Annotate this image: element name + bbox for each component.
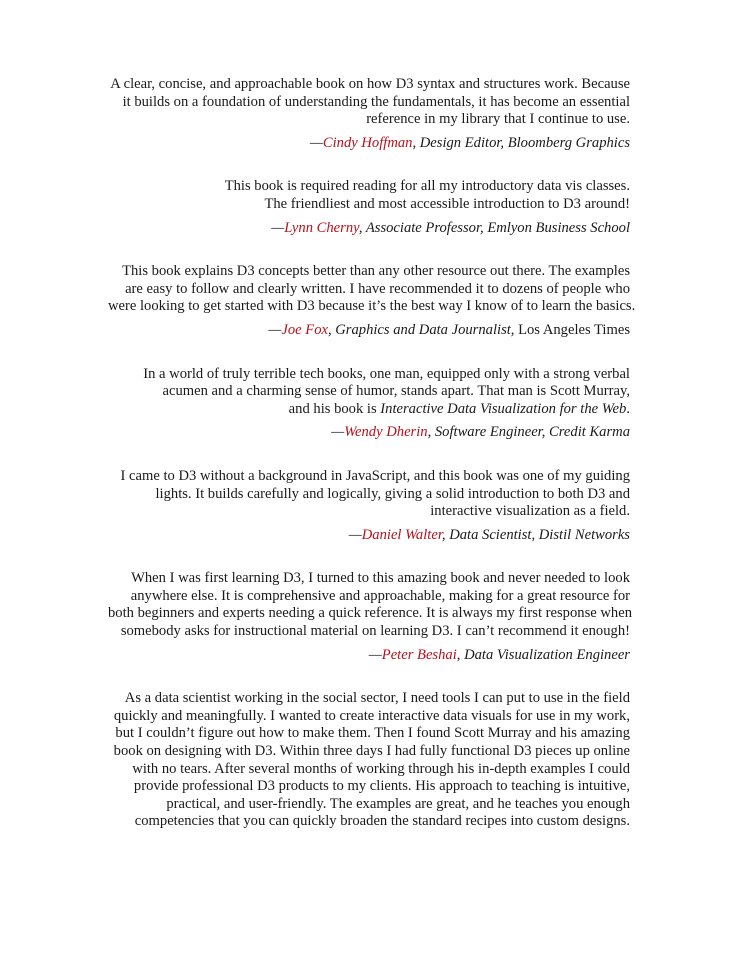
text-line: but I couldn’t figure out how to make them. Then I found Scott Murray and his amazing <box>115 725 630 742</box>
text-line: interactive visualization as a field. <box>430 503 630 520</box>
author-name: Peter Beshai <box>381 646 457 663</box>
author-role: , Graphics and Data Journalist, <box>327 321 519 338</box>
text-line: When I was first learning D3, I turned to this amazing book and never needed to look <box>131 570 630 587</box>
attribution-dash: — <box>309 134 323 151</box>
attribution-dash: — <box>271 219 285 236</box>
testimonial-text <box>108 263 636 316</box>
text-line: both beginners and experts needing a quick reference. It is always my first response when <box>108 605 632 622</box>
testimonial-text <box>108 570 630 640</box>
author-name: Daniel Walter <box>361 526 442 543</box>
testimonial <box>108 366 630 442</box>
author-role: , Data Visualization Engineer <box>456 646 630 663</box>
author-role: , Data Scientist, Distil Networks <box>441 526 630 543</box>
author-name: Cindy Hoffman <box>322 134 413 151</box>
text-line: book on designing with D3. Within three days I had fully functional D3 pieces up online <box>113 743 630 760</box>
text-line: quickly and meaningfully. I wanted to create interactive data visuals for use in my work, <box>113 707 630 724</box>
attribution-dash: — <box>368 646 382 663</box>
text-line: This book explains D3 concepts better than any other resource out there. The examples <box>122 263 630 280</box>
text-line: A clear, concise, and approachable book on how D3 syntax and structures work. Because <box>110 76 630 92</box>
text-line: acumen and a charming sense of humor, stands apart. That man is Scott Murray, <box>162 383 630 400</box>
text-line: it builds on a foundation of understanding the fundamentals, it has become an essential <box>122 93 630 110</box>
attribution-dash: — <box>348 526 362 543</box>
text-line: This book is required reading for all my introductory data vis classes. <box>224 178 630 195</box>
text-line: In a world of truly terrible tech books, one man, equipped only with a strong verbal <box>143 365 630 382</box>
attribution <box>108 527 630 545</box>
book-title: Interactive Data Visualization for the Web <box>380 400 627 417</box>
text-line: were looking to get started with D3 because it’s the best way I know of to learn the basics. <box>108 298 636 315</box>
text-line <box>108 401 630 419</box>
testimonial-text <box>108 76 630 129</box>
text-line: The friendliest and most accessible introduction to D3 around! <box>264 195 630 212</box>
text-line: reference in my library that I continue to use. <box>366 111 630 128</box>
text-line: provide professional D3 products to my clients. His approach to teaching is intuitive, <box>133 778 630 795</box>
author-role: , Design Editor, Bloomberg Graphics <box>412 134 630 151</box>
author-role: , Software Engineer, Credit Karma <box>427 424 630 441</box>
attribution <box>108 647 630 665</box>
testimonial <box>108 468 630 544</box>
testimonial-text <box>108 690 630 831</box>
testimonial <box>108 178 630 237</box>
praise-page <box>108 76 636 857</box>
author-name: Joe Fox <box>281 321 328 338</box>
text-line: are easy to follow and clearly written. I have recommended it to dozens of people who <box>125 280 630 297</box>
testimonial <box>108 76 630 152</box>
testimonial <box>108 263 636 339</box>
text-line: I came to D3 without a background in JavaScript, and this book was one of my guiding <box>120 467 630 484</box>
attribution-dash: — <box>268 321 282 338</box>
testimonial <box>108 690 630 831</box>
author-name: Lynn Cherny <box>284 219 359 236</box>
text-line: lights. It builds carefully and logically, giving a solid introduction to both D3 and <box>155 485 630 502</box>
attribution <box>108 220 630 238</box>
text-line: competencies that you can quickly broaden the standard recipes into custom designs. <box>134 813 630 830</box>
text-fragment: and his book is <box>288 400 381 417</box>
testimonial-text <box>108 468 630 521</box>
text-line: anywhere else. It is comprehensive and approachable, making for a great resource for <box>130 587 630 604</box>
text-line: As a data scientist working in the social sector, I need tools I can put to use in the field <box>124 690 630 707</box>
attribution <box>108 424 630 442</box>
attribution <box>108 135 630 153</box>
testimonial-text <box>108 178 630 213</box>
author-role: , Associate Professor, Emlyon Business School <box>358 219 630 236</box>
author-name: Wendy Dherin <box>344 424 428 441</box>
publication-name: Los Angeles Times <box>518 321 630 338</box>
attribution-dash: — <box>331 424 345 441</box>
text-line: somebody asks for instructional material on learning D3. I can’t recommend it enough! <box>120 623 630 640</box>
testimonial <box>108 570 630 664</box>
text-line: practical, and user-friendly. The examples are great, and he teaches you enough <box>166 795 630 812</box>
text-line: with no tears. After several months of working through his in-depth examples I could <box>132 760 630 777</box>
attribution <box>108 322 630 340</box>
text-fragment: . <box>626 400 630 417</box>
testimonial-text <box>108 366 630 419</box>
